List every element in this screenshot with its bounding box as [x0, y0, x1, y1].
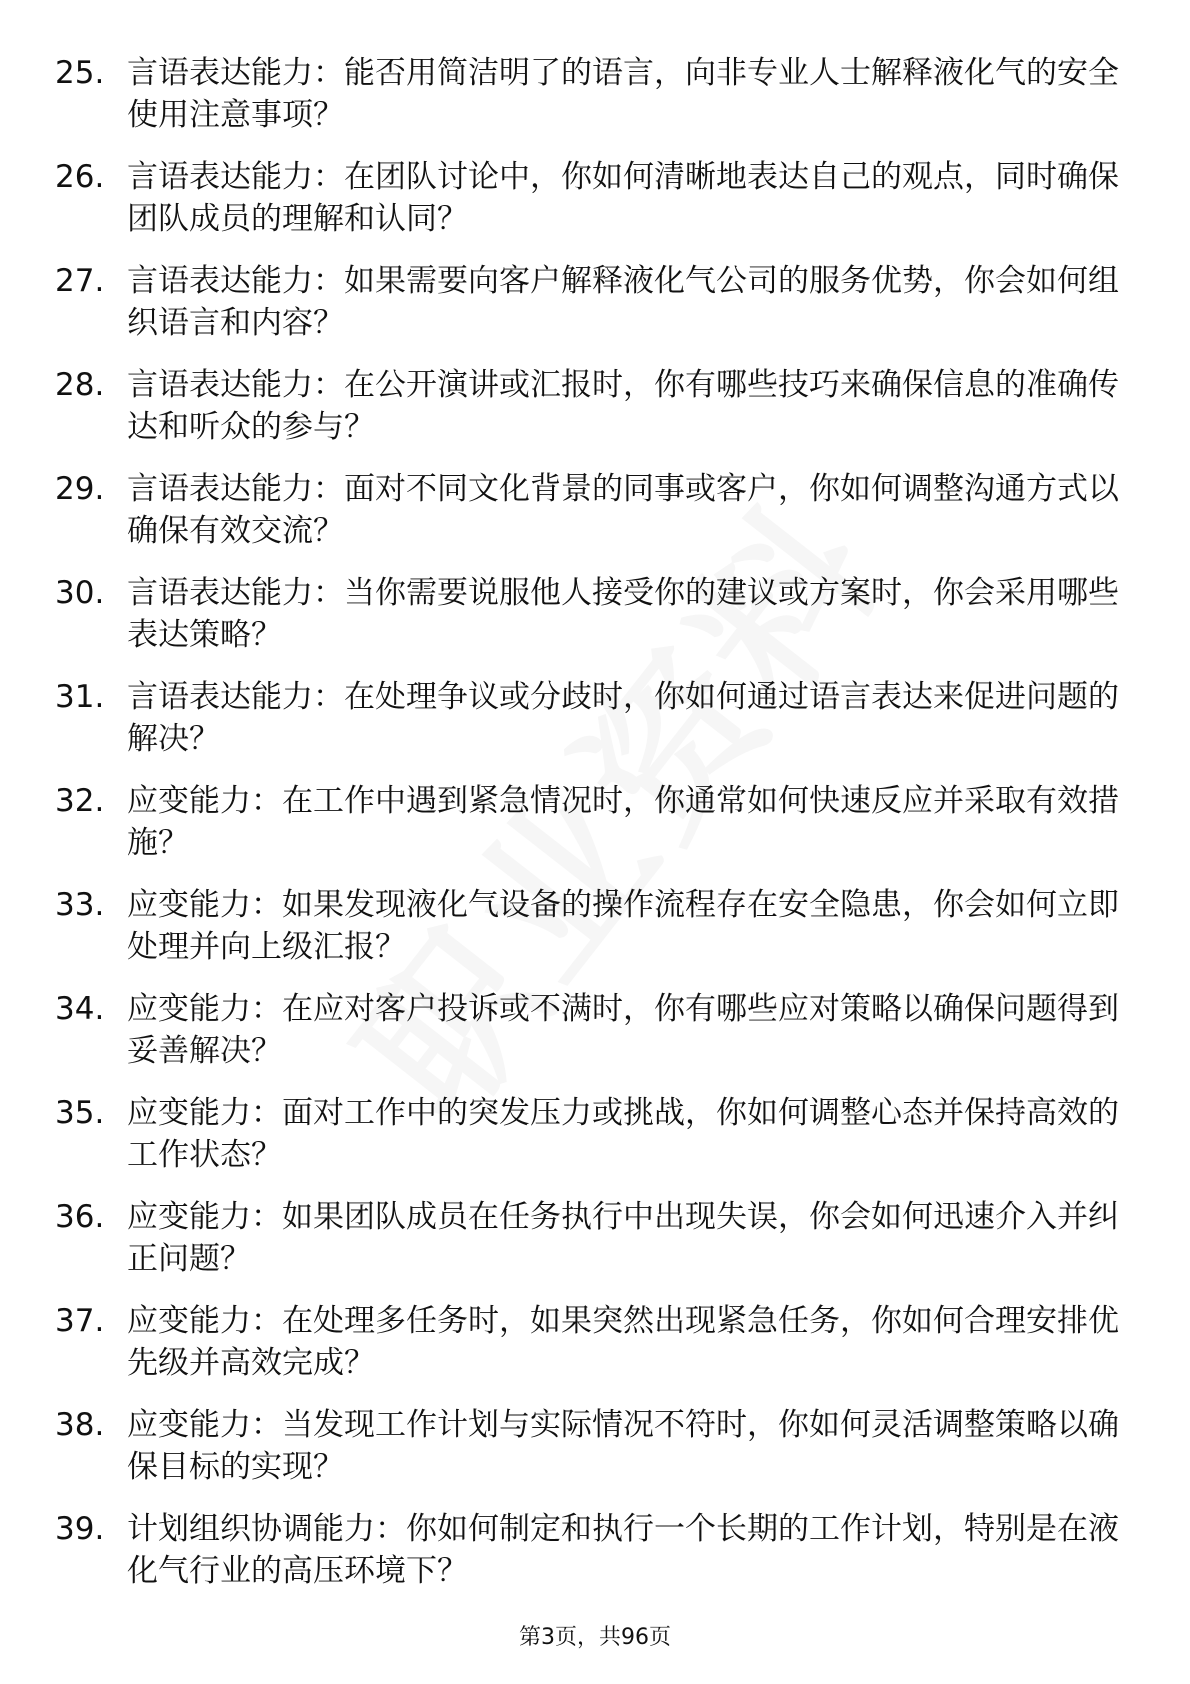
question-number: 27.: [55, 263, 105, 299]
question-item: [55, 1508, 1130, 1612]
question-item: [55, 468, 1130, 572]
question-item: [55, 1196, 1130, 1300]
question-list: [55, 52, 1130, 1612]
question-text: 言语表达能力：能否用简洁明了的语言，向非专业人士解释液化气的安全使用注意事项？: [127, 55, 1119, 133]
question-item: [55, 52, 1130, 156]
question-number: 28.: [55, 367, 105, 403]
question-number: 34.: [55, 991, 105, 1027]
question-number: 29.: [55, 471, 105, 507]
question-text: 言语表达能力：在团队讨论中，你如何清晰地表达自己的观点，同时确保团队成员的理解和认同？: [127, 159, 1119, 237]
question-text: 应变能力：面对工作中的突发压力或挑战，你如何调整心态并保持高效的工作状态？: [127, 1095, 1119, 1173]
question-number: 32.: [55, 783, 105, 819]
question-item: [55, 260, 1130, 364]
question-number: 25.: [55, 55, 105, 91]
question-item: [55, 676, 1130, 780]
question-text: 言语表达能力：在处理争议或分歧时，你如何通过语言表达来促进问题的解决？: [127, 679, 1119, 757]
question-text: 言语表达能力：当你需要说服他人接受你的建议或方案时，你会采用哪些表达策略？: [127, 575, 1119, 653]
question-item: [55, 364, 1130, 468]
question-item: [55, 1092, 1130, 1196]
question-text: 言语表达能力：在公开演讲或汇报时，你有哪些技巧来确保信息的准确传达和听众的参与？: [127, 367, 1119, 445]
question-number: 39.: [55, 1511, 105, 1547]
question-number: 37.: [55, 1303, 105, 1339]
question-text: 应变能力：如果发现液化气设备的操作流程存在安全隐患，你会如何立即处理并向上级汇报？: [127, 887, 1119, 965]
question-text: 应变能力：在应对客户投诉或不满时，你有哪些应对策略以确保问题得到妥善解决？: [127, 991, 1119, 1069]
question-item: [55, 1404, 1130, 1508]
question-item: [55, 156, 1130, 260]
question-number: 38.: [55, 1407, 105, 1443]
question-item: [55, 884, 1130, 988]
question-number: 35.: [55, 1095, 105, 1131]
question-item: [55, 780, 1130, 884]
question-text: 应变能力：当发现工作计划与实际情况不符时，你如何灵活调整策略以确保目标的实现？: [127, 1407, 1119, 1485]
question-number: 30.: [55, 575, 105, 611]
question-text: 言语表达能力：如果需要向客户解释液化气公司的服务优势，你会如何组织语言和内容？: [127, 263, 1119, 341]
question-number: 36.: [55, 1199, 105, 1235]
question-item: [55, 988, 1130, 1092]
question-number: 33.: [55, 887, 105, 923]
question-text: 应变能力：在工作中遇到紧急情况时，你通常如何快速反应并采取有效措施？: [127, 783, 1119, 861]
question-number: 31.: [55, 679, 105, 715]
question-item: [55, 1300, 1130, 1404]
question-item: [55, 572, 1130, 676]
question-number: 26.: [55, 159, 105, 195]
page-number-footer: 第3页，共96页: [519, 1625, 671, 1650]
question-text: 应变能力：在处理多任务时，如果突然出现紧急任务，你如何合理安排优先级并高效完成？: [127, 1303, 1119, 1381]
question-text: 言语表达能力：面对不同文化背景的同事或客户，你如何调整沟通方式以确保有效交流？: [127, 471, 1119, 549]
question-text: 应变能力：如果团队成员在任务执行中出现失误，你会如何迅速介入并纠正问题？: [127, 1199, 1119, 1277]
question-text: 计划组织协调能力：你如何制定和执行一个长期的工作计划，特别是在液化气行业的高压环境下？: [127, 1511, 1119, 1589]
